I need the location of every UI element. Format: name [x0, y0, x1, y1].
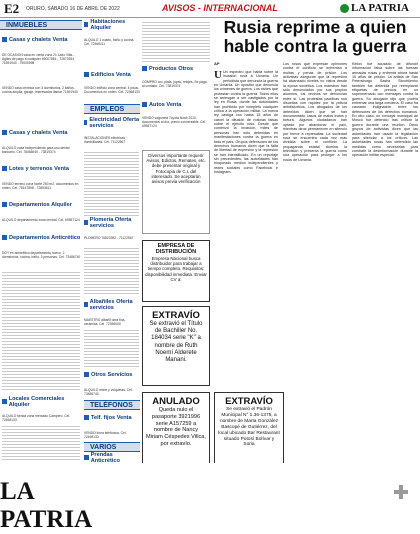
square-bullet-icon — [84, 415, 89, 420]
category-label: Plomería Oferta servicios — [89, 216, 132, 229]
article-text: Un espectro que habla sobre la invasión rusa a Ucrania. Un periodista que denuncia la guerra en Ucrania. Un opositor que denuncia los crímenes de guerra. Los civiles que protestan contra la guerra. Todos ellos se arriesgan a ser castigados por la ley en Rusia, donde las autoridades han prohibido por completo cualquier crítica a la operación militar. La nueva ley castiga con hasta 15 años de cárcel la difusión de noticias falsas sobre el ejército ruso. Desde que comenzó la invasión, miles de personas han sido detenidas en manifestaciones contra la guerra en todo el país. Grupos defensores de los derechos humanos dicen que la falta de libertad de expresión y la represión se han intensificado. En un reportaje sin precedentes, las autoridades han bloqueado medios independientes y redes sociales como Facebook e Instagram. — [214, 70, 278, 174]
classified-text: VENDO vagoneta Toyota Noah 2010, documentos al día, precio conversable. Cel. 69557124 — [142, 116, 207, 129]
classified-text: ALQUILO casa independiente para uso dental bancario. Cel. 78466040 - 73819374 — [2, 146, 70, 155]
category-otros-servicios — [84, 370, 140, 379]
category-label: Departamentos Anticrético — [9, 234, 81, 241]
classified-text: VENDO edificio zona central, 4 pisos. Documentos en orden. Cel. 72468133 — [84, 86, 140, 95]
section-title: AVISOS - INTERNACIONAL — [162, 3, 278, 13]
category-habitaciones — [84, 20, 140, 29]
classified-text: VENDO línea telefónica. Cel. 72468133 — [84, 431, 127, 440]
classified-text: COMPRO oro, plata, joyas, relojes. Se paga al contado. Cel. 73819374 — [142, 80, 207, 89]
category-electricidad — [84, 118, 140, 127]
square-bullet-icon — [84, 22, 88, 27]
category-telf-venta — [84, 413, 140, 422]
square-bullet-icon — [84, 220, 88, 225]
ad-body: Queda nulo el pasaporte 3921996 serie A157259 a nombre de Nancy Miriam Céspedes Villca, por extravío. — [146, 407, 206, 447]
square-bullet-icon — [2, 202, 7, 207]
classified-text: ALQUILO 1 cuarto, baño y cocina. Cel. 72468111 — [84, 38, 135, 47]
category-casas-venta-2 — [2, 128, 82, 137]
category-label: Departamentos Alquiler — [9, 201, 72, 208]
category-band-telefonos: TELÉFONOS — [84, 400, 140, 410]
article-column-1 — [214, 70, 278, 388]
notice-box — [142, 150, 210, 234]
classified-text-block — [2, 424, 80, 460]
category-label: Casas y chalets Venta — [9, 36, 68, 43]
category-label: Albañiles Oferta servicios — [89, 298, 133, 311]
classified-text: DOY en anticrético departamento nuevo, 2 dormitorios, cocina, baño. 3 personas. Cel. 73486740 — [2, 251, 81, 260]
ad-extravio-padron — [214, 392, 284, 464]
square-bullet-icon — [142, 66, 147, 71]
category-label: Habitaciones Alquiler — [90, 18, 126, 31]
square-bullet-icon — [84, 120, 87, 125]
square-bullet-icon — [142, 102, 147, 107]
classified-text: VENDO casa céntrica con 3 dormitorios, 2 baños, cocina amplia, garaje. Interesados llamar 71691940 — [2, 86, 78, 95]
category-locales-alquiler — [2, 397, 82, 406]
classified-text: INSTALACIONES eléctricas domiciliarias. Cel. 71122567 — [84, 136, 126, 145]
category-label: Locales Comerciales Alquiler — [8, 395, 65, 408]
ad-title: EXTRAVÍO — [152, 310, 200, 321]
classified-text: ALQUILO mixer y volquetas. Cel. 73486740 — [84, 388, 133, 397]
article-column-2: Los rusos que expresan opiniones contra el conflicto se enfrentan a multas y penas de prisión. Los activistas aseguran que la represión ha alcanzado niveles no vistos desde la época soviética. Los maestros han sido denunciados por sus propios alumnos, los vecinos se denuncian entre sí. Las protestas pacíficas son disueltas con rapidez por la policía antidisturbios. Los abogados de los detenidos dicen que se han documentado casos de malos tratos y tortura. Algunos ciudadanos han optado por abandonar el país, mientras otros permanecen en silencio por temor a represalias. La sociedad rusa se encuentra cada vez más dividida sobre el conflicto. La propaganda estatal domina la televisión y presenta la guerra como una operación para proteger a los rusos de Ucrania. — [283, 62, 347, 162]
classified-text-block — [84, 246, 139, 294]
category-label: Prendas Anticrético — [90, 451, 120, 464]
category-prendas — [84, 453, 140, 462]
article-headline: Rusia reprime a quien hable contra la guerra — [223, 17, 407, 56]
category-casas-venta — [2, 35, 82, 44]
square-bullet-icon — [2, 235, 7, 240]
category-deptos-alquiler — [2, 200, 82, 209]
square-bullet-icon — [2, 399, 7, 404]
ad-extravio-titulo — [142, 306, 210, 386]
ad-body: Se extravió el Título de Bachiller No. 184034 serie "K" a nombre de Ruth Noemí Alderete Manani. — [149, 321, 203, 364]
square-bullet-icon — [2, 166, 7, 171]
category-label: Edificios Venta — [91, 71, 131, 78]
category-label: Electricidad Oferta servicios — [89, 116, 140, 129]
square-bullet-icon — [2, 37, 7, 42]
classified-text: PLOMERO 76823392 - 71122567 — [84, 236, 134, 240]
category-edificios — [84, 70, 140, 79]
ad-title: ANULADO — [152, 396, 200, 407]
category-label: Autos Venta — [149, 101, 182, 108]
square-bullet-icon — [84, 72, 89, 77]
drop-cap: U — [214, 69, 222, 81]
category-deptos-anticretico — [2, 233, 82, 242]
ad-empresa-body: Empresa Nacional busca distribuidor para trabajar a tiempo completo. Requisitos: disponibilidad inmediata. Enviar CV a: — [145, 255, 207, 282]
page-header — [0, 0, 420, 18]
classified-text-block — [84, 150, 139, 216]
classified-text: ALQUILO departamento zona central. Cel. 69557124 — [2, 218, 80, 222]
classified-text-block — [142, 20, 210, 62]
classified-text: MAESTRO albañil obra fina, cerámica. Cel. 72356000 — [84, 318, 126, 327]
classified-text: ALQUILO tienda zona mercado Campero. Cel. 72468133 — [2, 414, 71, 423]
category-lotes-venta — [2, 164, 82, 173]
category-label: Casas y chalets Venta — [9, 129, 68, 136]
category-plomeria — [84, 218, 140, 227]
category-band-inmuebles: INMUEBLES — [0, 20, 82, 30]
category-band-empleos: EMPLEOS — [84, 104, 140, 114]
ad-empresa-title: EMPRESA DE DISTRIBUCIÓN — [155, 243, 197, 256]
classified-text: VENDO terreno zona Norte 250 m2, documentos en orden. Cel. 76147898 - 72853611 — [2, 182, 79, 191]
classified-text-block — [84, 328, 139, 368]
square-bullet-icon — [84, 302, 88, 307]
notice-text: Diversos importante requerir Avisos, Edictos, Remates, etc. debe presentar original y Fotocopia de C.I. del interesado. Se aceptarán avisos previa verificación — [146, 153, 206, 185]
ad-empresa — [142, 240, 210, 302]
category-label: Otros Servicios — [91, 371, 133, 378]
classified-text: DE OCASION casa en venta zona 21 Lado Villa... Agiles de pago a cualquier 69007854 - 72870354 71691940 - 79000998 — [2, 53, 75, 66]
logo-icon — [340, 4, 349, 13]
header-logo-text: LA PATRIA — [351, 2, 409, 14]
category-productos — [142, 64, 210, 73]
footer-logo: LA PATRIA — [0, 478, 93, 533]
square-bullet-icon — [84, 455, 89, 460]
page-number: E2 — [4, 1, 20, 16]
category-autos — [142, 100, 210, 109]
ad-title: EXTRAVÍO — [225, 396, 273, 407]
square-bullet-icon — [84, 372, 89, 377]
category-albaniles — [84, 300, 140, 309]
article-column-3: Kirilov fue acusado de difundir información falsa sobre las fuerzas armadas rusas y enfrenta ahora hasta 10 años de prisión. La artista de San Petersburgo Sasha Skochilenko también fue detenida por reemplazar etiquetas de precios en un supermercado con mensajes contra la guerra. Su abogado dijo que podría enfrentar una larga condena. El caso ha causado indignación entre los defensores de los derechos humanos. En otro caso, un concejal municipal de Moscú fue detenido tras criticar la guerra durante una reunión. Otros grupos de activistas dicen que las autoridades han usado la legislación para silenciar a los críticos. Las autoridades rusas han defendido las medidas como necesarias para combatir la desinformación durante la operación militar especial. — [352, 62, 418, 158]
category-label: Productos Otros — [149, 65, 194, 72]
article-source: AP — [214, 61, 220, 66]
dateline: ORURO, SÁBADO 16 DE ABRIL DE 2022 — [26, 6, 120, 12]
registration-mark-icon — [394, 485, 408, 499]
square-bullet-icon — [2, 130, 7, 135]
ad-anulado — [142, 392, 210, 464]
classified-text-block — [2, 270, 80, 390]
header-logo — [340, 2, 409, 14]
category-band-varios: VARIOS — [84, 442, 140, 452]
category-label: Lotes y terrenos Venta — [9, 165, 69, 172]
category-label: Telf. fijos Venta — [91, 414, 132, 421]
ad-body: Se extravió el Padrón Municipal N° 1.36-1375, a nombre de Marta González Bascopé de Gutiérrez, del local ubicado Bar Restaurant situado Potosí Bolívar y Soria — [218, 407, 280, 448]
